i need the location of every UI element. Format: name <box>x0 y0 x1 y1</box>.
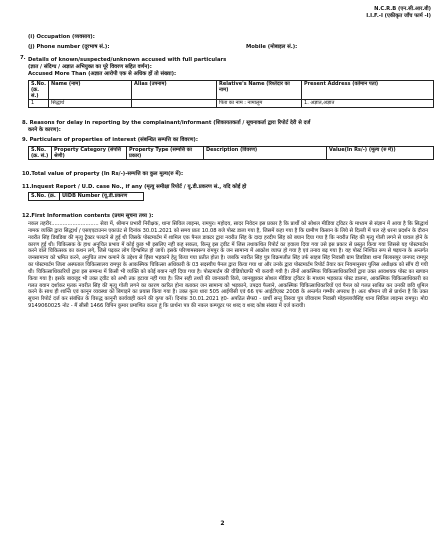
form-header <box>366 6 431 20</box>
col-prop-category: Property Category (संपत्ति श्रेणी) <box>52 147 127 160</box>
q11-text: 11.Inquest Report / U.D. case No., if any (मृत्यु समीक्षा रिपोर्ट / यू.डी.प्रकरण सं., यदि कोई हो <box>22 184 247 190</box>
col-relative: Relative's Name (रिश्तेदार का नाम) <box>217 81 302 100</box>
cell-sno: 1 <box>29 100 49 108</box>
page-number: 2 <box>220 520 225 527</box>
inquest-table-header <box>29 193 144 201</box>
col-inquest-sno: S.No. (क्र. <box>29 193 60 201</box>
col-prop-value: Value(In Rs/-) (मूल्य (रु में)) <box>327 147 434 160</box>
accused-count: Accused More Than (अज्ञात आरोपी एक से अधिक हों तो संख्या): <box>28 71 177 77</box>
q7-title-hindi: (ज्ञात / संदिग्ध / अज्ञात अभियुक्त का पूरे विवरण सहित वर्णन): <box>28 64 152 70</box>
q9-text-main: Particulars of properties of interest (संबन्धित सम्पत्ति का विवरण): <box>29 137 198 143</box>
iif-label: I.I.F.-I (एकीकृत जाँच फार्म -I) <box>366 13 431 19</box>
first-information-text: नकल तहरीर............................. सेवा में, श्रीमान प्रभारी निरीक्षक, थाना सिविल लाइन्स, रामपुर। महोदय, सादर निवेदन इस प्रकार है कि प्रार्थी को सोशल मीडिया ट्विटर के माध्यम से संज्ञान में आया है कि सिद्धार्थ नामक व्यक्ति द्वारा सिद्धार्थ / एसएएटाउनन एकाउंट से दिनांक 30.01.2021 को समय प्रातः 10.08 बजे पोस्ट डाला गया है, जिसमें कहा गया है कि ग्रामीण किसान के लिये से दिल्ली में चल रहे धरना प्रदर्शन के दौरान नवरीत सिंह डिबडिबा की मृत्यु ट्रैक्टर पलटने से हुई थी जिसके पोस्टमार्टम में शामिल एक पैनल डाक्टर द्वारा नवरीत सिंह के दादा हरदीप सिंह को बयान दिया गया है कि नवरीत सिंह की मृत्यु गोली लगने से घायल होने के कारण हुई थी। चिकित्सक के हाथ अनुचित प्रभाव में कोई कुछ भी इसलिए नहीं कह सकता, किन्तु इस ट्वीट में जिस तथाकथित रिपोर्ट का हवाला दिया गया उसे इस प्रकार से प्रस्तुत किया गया जिससे यह पोस्टमार्टम करने वाले चिकित्सक का कथन लगे, जिसे पढ़कर लोग दिग्भ्रमित हो जायें। इसके परिणामस्वरूप रामपुर के जन सामान्य में आक्रोश व्याप्त हो गया है एवं तनाव बढ़ गया है। यह पोस्ट निश्चित रूप से षड़यन्त्र के अन्तर्गत जनसामान्य को भ्रमित करने, अनुचित लाभ कमाने के उद्देश्य से हिंसा भड़काने हेतु किया गया प्रतीत होता है। जबकि नवरीत सिंह पुत्र विक्रमजीत सिंह उर्फ साहब सिंह निवासी ग्राम डिबडिबा थाना बिलासपुर जनपद रामपुर का पोस्टमार्टम जिला अस्पताल चिकित्सालय रामपुर के आकस्मिक चिकित्सा अधिकारी के 03 सदस्यीय पैनल द्वारा किया गया था और उनके द्वारा पोस्टमार्टम रिपोर्ट तैयार कर नियमानुसार पुलिस अधीक्षक को सौंप दी गयी थी। चिकित्साधिकारियों द्वारा इस सम्बन्ध में किसी भी व्यक्ति को कोई बयान नहीं दिया गया है। पोस्टमार्टम की वीडियोग्राफी भी करायी गयी है। तीनों आकस्मिक चिकित्साधिकारियों द्वारा उक्त आवशयक पोस्ट का खण्डन किया गया है। इसके बावजूद भी उक्त ट्वीट को अभी तक हटाया नहीं गया है। जिन सही तथ्यों की जानकारी किये, जानबूझकर सोशल मीडिया ट्विटर के माध्यम भड़काऊ पोस्ट डालना, आकस्मिक चिकित्साधिकारी का गलत बयान दर्शाकर मृतक नवरीत सिंह की मृत्यु गोली लगने का कारण कारित होना बताकर जन सामान्य को भड़काने, उपद्रव फैलाने, आकस्मिक चिकित्साधिकारियों एवं पैनल को गलत साबित कर उनकी छवि धूमिल करने के साथ ही शान्ति एवं कानून व्यवस्था को बिगाड़ने का प्रयास किया गया है। उक्त कृत्य धारा 505 आईपीसी एवं 66 एफ आईटीएक्ट 2008 के अन्तर्गत गम्भीर अपराध है। अतः श्रीमान जी से प्रार्थना है कि उक्त सूचना रिपोर्ट दर्ज कर संबंधित के विरुद्ध कानूनी कार्यवाही करने की कृपा करें। दिनांक 30.01.2021 ह0- अपठित सैफ0 - प्रार्थी सन्तू तिरुवा पुत्र जीवाराम निवासी मोहल्लाजैसिंह थाना सिविल लाइन्स रामपुर। मो0 9149060025 नोट - मैं सीसी 1466 विपिन कुमार प्रमाणित करता हूं कि प्रार्थना पत्र की नकल कम्प्यूटर पर शब्द व शब्द कोष्ठ संख्या में दर्ज करायी। <box>28 221 428 310</box>
q10-text: 10.Total value of property (In Rs/-)-सम्पत्ति का कुल मूल्य(रु में): <box>22 171 184 177</box>
q8-text-2: करने के कारण): <box>28 127 61 133</box>
property-table <box>28 146 434 160</box>
cell-alias <box>132 100 217 108</box>
cell-address: 1. अज्ञात,अज्ञात <box>302 100 434 108</box>
cell-relative: पिता का नाम : नामालूम <box>217 100 302 108</box>
col-name: Name (नाम) <box>49 81 132 100</box>
col-uidb: UIDB Number (यू.डी.प्रकरण <box>60 193 144 201</box>
col-prop-description: Description (विवरण) <box>204 147 327 160</box>
cell-name: सिद्धार्थ <box>49 100 132 108</box>
q8-text-main: Reasons for delay in reporting by the complainant/informant (शिकायतकर्ता / सूचनाकर्ता द्वारा रिपोर्ट देरी से दर्ज <box>29 120 311 126</box>
col-sno: S.No.(क्र. सं.) <box>29 81 49 100</box>
phone-row: (j) Phone number (दूरभाष सं.): <box>28 44 110 50</box>
q7-number: 7. <box>20 55 26 61</box>
property-table-header <box>29 147 434 160</box>
accused-table <box>28 80 434 108</box>
q7-title: Details of known/suspected/unknown accused with full particulars <box>28 57 227 63</box>
q12-title: 12.First Information contents (प्रथम सूचना तथ्य ): <box>22 213 154 219</box>
inquest-table <box>28 192 144 201</box>
col-address: Present Address (वर्तमान पता) <box>302 81 434 100</box>
col-prop-sno: S.No. (क्र. सं.) <box>29 147 52 160</box>
q9-number: 9. <box>22 137 28 143</box>
mobile-row: Mobile (मोबाइल सं.): <box>246 44 298 50</box>
occupation-row: (i) Occupation (व्यवसाय): <box>28 34 95 40</box>
q8-text <box>22 120 310 127</box>
col-alias: Alias (उपनाम) <box>132 81 217 100</box>
accused-table-header <box>29 81 434 100</box>
col-prop-type: Property Type (सम्पत्ति का प्रकार) <box>127 147 204 160</box>
q9-text <box>22 137 198 144</box>
ncrb-label: N.C.R.B (एन.सी.आर.बी) <box>374 6 431 12</box>
q8-number: 8. <box>22 120 28 126</box>
table-row <box>29 100 434 108</box>
